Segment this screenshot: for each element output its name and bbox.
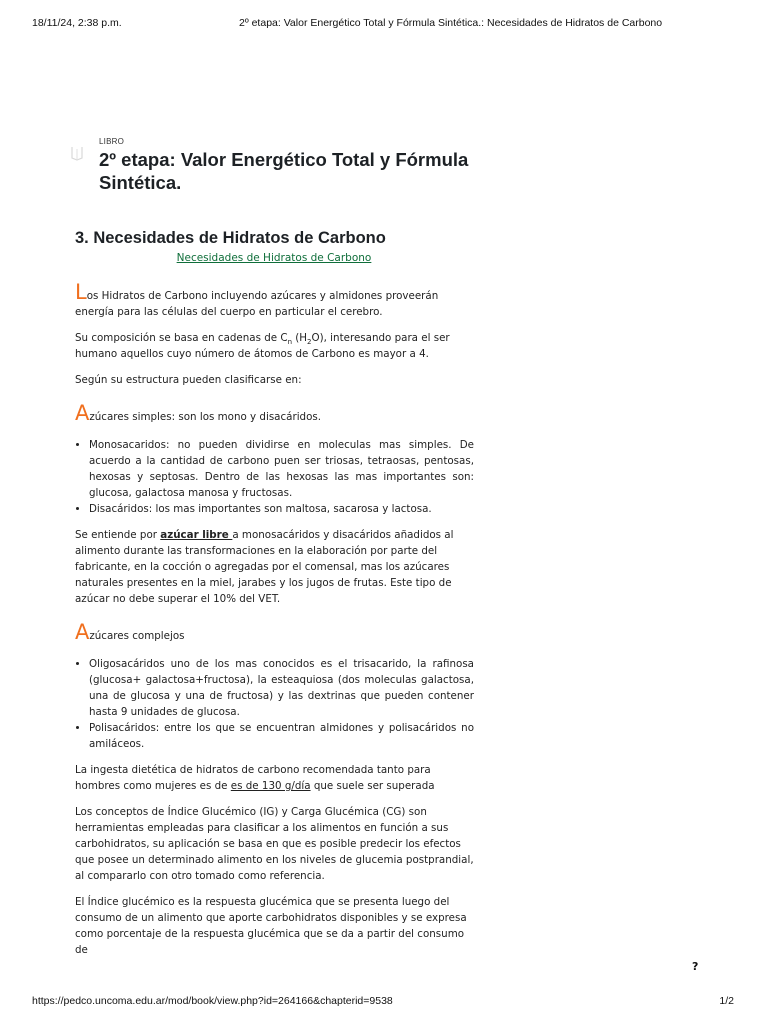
book-title: 2º etapa: Valor Energético Total y Fórmula Sintética. <box>99 149 469 193</box>
list-item: • Polisacáridos: entre los que se encuentran almidones y polisacáridos no amiláceos. <box>89 720 474 752</box>
chapter-link[interactable]: Necesidades de Hidratos de Carbono <box>176 252 372 264</box>
intake-link[interactable]: es de 130 g/día <box>230 780 311 792</box>
paragraph-text: os Hidratos de Carbono incluyendo azúcares y almidones proveerán energía para las células del cuerpo en particular el cerebro. <box>75 290 439 318</box>
subscript: n <box>287 338 292 347</box>
paragraph-intake <box>75 762 474 794</box>
chapter-link-wrapper <box>75 252 473 264</box>
paragraph-text: Se entiende por <box>75 529 161 541</box>
chapter-title: 3. Necesidades de Hidratos de Carbono <box>75 229 386 247</box>
list-item: • Monosacaridos: no pueden dividirse en moleculas mas simples. De acuerdo a la cantidad de carbono puen ser triosas, tetraosas, pentosas, hexosas y septosas. Dentro de las hexosas las mas importantes son: glucosa, galactosa manosa y fructosas. <box>89 437 474 501</box>
paragraph-glycemic-index: El Índice glucémico es la respuesta glucémica que se presenta luego del consumo de un alimento que aporte carbohidratos disponibles y se expresa como porcentaje de la respuesta glucémica que se da a partir del consumo de <box>75 896 467 956</box>
free-sugar-link[interactable] <box>160 529 232 541</box>
paragraph-text: son los mono y disacáridos. <box>175 411 322 423</box>
print-date: 18/11/24, 2:38 p.m. <box>32 17 122 29</box>
paragraph-text: (H <box>292 332 308 344</box>
section-heading-text: zúcares complejos <box>89 630 185 642</box>
simple-sugars-list <box>75 437 474 517</box>
paragraph-text: a monosacáridos y disacáridos añadidos al alimento durante las transformaciones en la elaboración por parte del fabricante, en la cocción o agregadas por el comensal, mas los azúcares naturales presentes en la miel, jarabes y los jugos de frutas. Este tipo de azúcar no debe superar el 10% del VET. <box>75 529 454 605</box>
section-heading-complex <box>75 620 474 644</box>
section-heading-text: zúcares simples: <box>89 411 176 423</box>
paragraph-classification: Según su estructura pueden clasificarse en: <box>75 374 302 386</box>
paragraph-intro <box>75 280 474 320</box>
print-url: https://pedco.uncoma.edu.ar/mod/book/view.php?id=264166&chapterid=9538 <box>32 995 393 1007</box>
print-page-number: 1/2 <box>719 995 734 1007</box>
paragraph-glycemic-concepts: Los conceptos de Índice Glucémico (IG) y Carga Glucémica (CG) son herramientas empleadas para clasificar a los alimentos en función a sus carbohidratos, su aplicación se basa en que es posible predecir los efectos que posee un determinado alimento en los niveles de glucemia postprandial, al compararlo con otro tomado como referencia. <box>75 806 474 882</box>
list-item: • Oligosacáridos uno de los mas conocidos es el trisacarido, la rafinosa (glucosa+ galactosa+fructosa), la esteaquiosa (dos moleculas galactosa, una de glucosa y una de fructosa) y las dextrinas que pueden contener hasta 9 unidades de glucosa. <box>89 656 474 720</box>
dropcap: L <box>75 280 87 304</box>
complex-sugars-list <box>75 656 474 752</box>
section-heading-simple <box>75 401 474 425</box>
paragraph-text: La ingesta dietética de hidratos de carbono recomendada tanto para hombres como mujeres es de <box>75 764 431 792</box>
paragraph-composition <box>75 330 474 362</box>
chapter-content <box>75 280 474 968</box>
help-icon[interactable]: ? <box>692 960 699 973</box>
book-icon <box>70 145 84 161</box>
dropcap: A <box>75 401 90 425</box>
paragraph-text: Su composición se basa en cadenas de C <box>75 332 288 344</box>
link-text: azúcar libre <box>160 529 233 541</box>
print-page-title: 2º etapa: Valor Energético Total y Fórmula Sintética.: Necesidades de Hidratos de Carbono <box>239 17 663 29</box>
book-kind-label: LIBRO <box>99 137 125 146</box>
paragraph-text: que suele ser superada <box>310 780 435 792</box>
paragraph-text: O), interesando para el ser humano aquellos cuyo número de átomos de Carbono es mayor a 4. <box>75 332 450 360</box>
list-item: • Disacáridos: los mas importantes son maltosa, sacarosa y lactosa. <box>89 501 474 517</box>
paragraph-free-sugar <box>75 527 474 607</box>
dropcap: A <box>75 620 90 644</box>
subscript: 2 <box>307 338 312 347</box>
